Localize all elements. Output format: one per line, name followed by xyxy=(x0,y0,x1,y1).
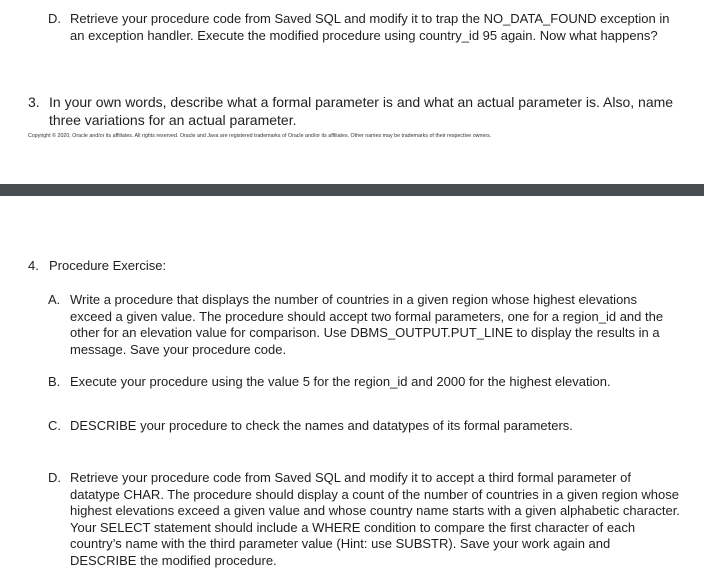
item-marker: A. xyxy=(48,292,61,307)
document-page-top xyxy=(0,0,704,184)
item-marker: D. xyxy=(48,11,61,26)
document-page-bottom xyxy=(0,196,704,577)
copyright-notice: Copyright © 2020, Oracle and/or its affiliates. All rights reserved. Oracle and Java are registered trademarks of Oracle and/or its affiliates. Other names may be trademarks of their respective owners. xyxy=(28,133,492,139)
item-text: Write a procedure that displays the number of countries in a given region whose highest elevations exceed a given value. The procedure should accept two formal parameters, one for a region_id and the other for an elevation value for comparison. Use DBMS_OUTPUT.PUT_LINE to display the results in a message. Save your procedure code. xyxy=(70,292,664,357)
exercise-item-b xyxy=(48,374,688,391)
item-marker: C. xyxy=(48,418,61,433)
item-text: Retrieve your procedure code from Saved SQL and modify it to accept a third formal parameter of datatype CHAR. The procedure should display a count of the number of countries in a given region whose highest elevations exceed a given value and whose country name starts with a given alphabetic character. Your SELECT statement should include a WHERE condition to compare the first character of each country’s name with the third parameter value (Hint: use SUBSTR). Save your work again and DESCRIBE the modified procedure. xyxy=(70,470,680,568)
item-text: In your own words, describe what a formal parameter is and what an actual parameter is. Also, name three variations for an actual parameter. xyxy=(49,94,674,128)
item-text: Execute your procedure using the value 5 for the region_id and 2000 for the highest elevation. xyxy=(70,374,611,389)
item-text: Retrieve your procedure code from Saved SQL and modify it to trap the NO_DATA_FOUND exception in an exception handler. Execute the modified procedure using country_id 95 again. Now what happens? xyxy=(70,11,670,43)
item-marker: D. xyxy=(48,470,61,485)
item-marker: 4. xyxy=(28,258,39,273)
page-separator xyxy=(0,184,704,196)
item-text: Procedure Exercise: xyxy=(49,258,167,273)
item-text: DESCRIBE your procedure to check the names and datatypes of its formal parameters. xyxy=(70,418,573,433)
question-3 xyxy=(28,93,678,129)
exercise-item-a xyxy=(48,292,680,358)
exercise-item-d xyxy=(48,470,680,570)
question-4 xyxy=(28,258,668,275)
exercise-item-d-top xyxy=(48,11,678,44)
item-marker: B. xyxy=(48,374,61,389)
exercise-item-c xyxy=(48,418,688,435)
item-marker: 3. xyxy=(28,94,40,110)
